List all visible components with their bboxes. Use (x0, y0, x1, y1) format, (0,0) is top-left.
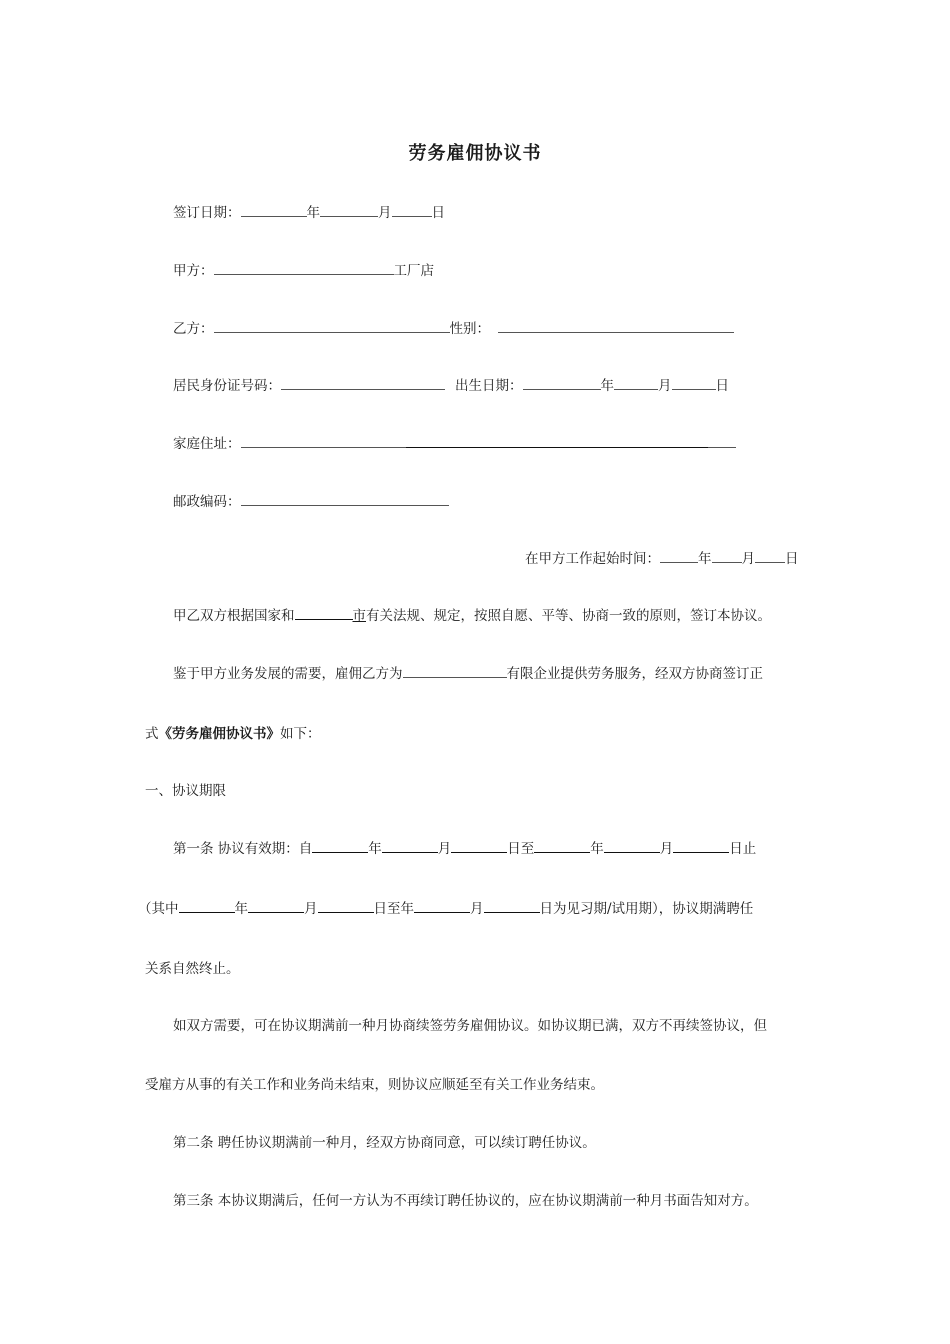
birth-day-blank[interactable] (672, 377, 716, 390)
art1-text-a: 第一条 协议有效期：自 (173, 841, 313, 857)
para1-text-a: 甲乙双方根据国家和 (173, 608, 295, 624)
art1-year-1: 年 (368, 841, 382, 857)
id-birth-line (173, 377, 729, 395)
art1-month-2: 月 (659, 841, 674, 857)
address-blank-2[interactable] (406, 435, 708, 448)
postcode-blank[interactable] (241, 493, 449, 506)
term-start-month-blank[interactable] (382, 840, 438, 853)
article-2 (173, 1134, 596, 1152)
para1-city: 市 (352, 608, 366, 624)
art1-b-month-2: 月 (470, 901, 484, 917)
start-month-text: 月 (741, 551, 755, 567)
renewal-paragraph-line-1 (173, 1017, 767, 1035)
party-a-label: 甲方： (173, 263, 214, 279)
start-year-text: 年 (698, 551, 712, 567)
party-a-blank[interactable] (214, 262, 394, 275)
sign-year-blank[interactable] (241, 204, 307, 217)
para2-text-a: 鉴于甲方业务发展的需要，雇佣乙方为 (173, 666, 403, 682)
party-a-suffix: 工厂店 (393, 263, 434, 279)
birth-month-text: 月 (658, 378, 672, 394)
birth-year-text: 年 (600, 378, 614, 394)
probation-start-month-blank[interactable] (248, 900, 304, 913)
company-blank[interactable] (403, 665, 507, 678)
city-blank[interactable] (295, 607, 353, 620)
agreement-title-ref: 《劳务雇佣协议书》 (158, 726, 280, 742)
year-text: 年 (306, 205, 320, 221)
art1-c-text: 关系自然终止。 (145, 961, 240, 977)
term-start-day-blank[interactable] (451, 840, 507, 853)
sign-date-line (173, 204, 445, 222)
start-day-blank[interactable] (755, 550, 785, 563)
birth-month-blank[interactable] (614, 377, 658, 390)
article-1-line-1 (173, 840, 756, 858)
postcode-line (173, 493, 449, 511)
art1-b-to: 日至年 (373, 901, 414, 917)
article-1-line-3 (145, 960, 240, 978)
renew-text-a: 如双方需要，可在协议期满前一种月协商续签劳务雇佣协议。如协议期已满，双方不再续签协议，但 (173, 1018, 767, 1034)
renew-text-b: 受雇方从事的有关工作和业务尚未结束，则协议应顺延至有关工作业务结束。 (145, 1077, 604, 1093)
address-blank-1[interactable] (241, 435, 406, 448)
paragraph-2-cont (145, 725, 321, 743)
probation-end-month-blank[interactable] (484, 900, 540, 913)
document-title: 劳务雇佣协议书 (408, 143, 542, 164)
start-month-blank[interactable] (712, 550, 742, 563)
address-blank-3[interactable] (708, 435, 736, 448)
art1-b-month: 月 (304, 901, 318, 917)
article-1-line-2 (138, 900, 753, 918)
art1-year-2: 年 (590, 841, 604, 857)
probation-start-day-blank[interactable] (318, 900, 374, 913)
day-text: 日 (431, 205, 445, 221)
start-day-text: 日 (785, 551, 799, 567)
section-1-heading (145, 782, 226, 800)
para2-prefix: 式 (145, 726, 159, 742)
paragraph-2 (173, 665, 763, 683)
probation-start-year-blank[interactable] (179, 900, 235, 913)
art1-month-1: 月 (437, 841, 452, 857)
para2-text-b: 有限企业提供劳务服务，经双方协商签订正 (506, 666, 763, 682)
art1-b-open: （其中 (138, 901, 179, 917)
party-b-line (173, 320, 734, 338)
term-end-day-blank[interactable] (673, 840, 729, 853)
art1-b-year: 年 (234, 901, 248, 917)
party-b-label: 乙方： (173, 321, 214, 337)
gender-label: 性别： (449, 321, 490, 337)
start-year-blank[interactable] (660, 550, 698, 563)
sign-month-blank[interactable] (320, 204, 378, 217)
sign-date-label: 签订日期： (173, 205, 241, 221)
renewal-paragraph-line-2 (145, 1076, 604, 1094)
postcode-label: 邮政编码： (173, 494, 241, 510)
term-end-year-blank[interactable] (534, 840, 590, 853)
start-time-line (525, 550, 799, 568)
id-number-blank[interactable] (281, 377, 445, 390)
art1-mid: 日至 (507, 841, 535, 857)
para2-suffix: 如下： (280, 726, 321, 742)
para1-text-b: 有关法规、规定，按照自愿、平等、协商一致的原则，签订本协议。 (366, 608, 771, 624)
birth-label: 出生日期： (455, 378, 523, 394)
birth-year-blank[interactable] (523, 377, 601, 390)
birth-day-text: 日 (715, 378, 729, 394)
article-3 (173, 1192, 758, 1210)
gender-blank[interactable] (498, 320, 734, 333)
section-1-text: 一、协议期限 (145, 783, 226, 799)
party-b-blank[interactable] (214, 320, 450, 333)
start-label: 在甲方工作起始时间： (525, 551, 660, 567)
term-end-month-blank[interactable] (604, 840, 660, 853)
art1-end: 日止 (729, 841, 757, 857)
party-a-line (173, 262, 434, 280)
art3-text: 第三条 本协议期满后，任何一方认为不再续订聘任协议的，应在协议期满前一种月书面告知对方。 (173, 1193, 758, 1209)
sign-day-blank[interactable] (392, 204, 432, 217)
id-label: 居民身份证号码： (173, 378, 281, 394)
paragraph-1 (173, 607, 771, 625)
month-text: 月 (378, 205, 392, 221)
art2-text: 第二条 聘任协议期满前一种月，经双方协商同意，可以续订聘任协议。 (173, 1135, 596, 1151)
probation-end-year-blank[interactable] (414, 900, 470, 913)
art1-b-end: 日为见习期/试用期），协议期满聘任 (539, 901, 754, 917)
term-start-year-blank[interactable] (312, 840, 368, 853)
address-label: 家庭住址： (173, 436, 241, 452)
address-line (173, 435, 736, 453)
